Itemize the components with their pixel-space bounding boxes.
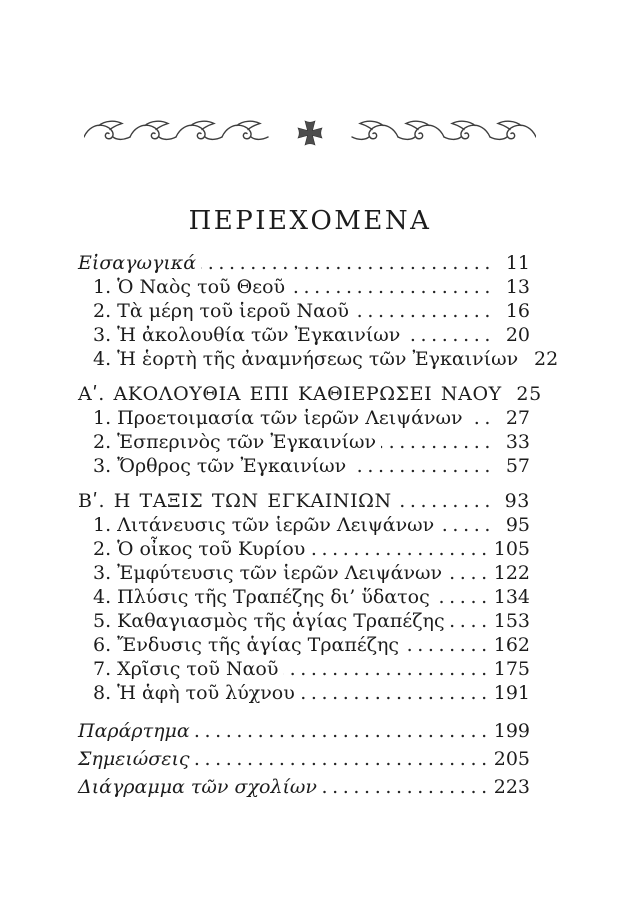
toc-entry-label: 5. Καθαγιασμὸς τῆς ἁγίας Τραπέζης [93,610,445,632]
dot-leader [201,251,495,275]
right-scroll-band [352,121,536,139]
toc-entry-label: 1. Προετοιμασία τῶν ἱερῶν Λειψάνων [93,407,463,429]
toc-entry-page-number: 25 [516,383,542,405]
left-scroll-band [84,121,268,139]
dot-leader [310,537,491,561]
toc-entry-page-number: 122 [493,562,530,584]
dot-leader [354,299,495,323]
toc-entry-page-number: 95 [505,514,530,536]
toc-entry [78,251,530,275]
toc-entry-page-number: 20 [505,324,530,346]
toc-entry-label: 3. Ἡ ἀκολουθία τῶν Ἐγκαινίων [93,324,401,346]
dot-leader [405,323,495,347]
toc-entry-label: 6. Ἔνδυσις τῆς ἁγίας Τραπέζης [93,634,400,656]
toc-entry [93,561,530,585]
cross-pattee-icon [298,121,322,145]
toc-entry-page-number: 191 [493,682,530,704]
toc-entry-page-number: 162 [493,634,530,656]
toc-entry-page-number: 105 [493,538,530,560]
dot-leader [468,406,495,430]
dot-leader [300,681,492,705]
scrollwork-cross-ornament-icon [84,118,536,148]
toc-entry [93,585,530,609]
toc-entry-label: 3. Ὄρθρος τῶν Ἐγκαινίων [93,455,347,477]
toc-entry-page-number: 199 [493,720,530,742]
dot-leader [283,657,491,681]
toc-entry-label: 8. Ἡ ἁφὴ τοῦ λύχνου [93,682,295,704]
toc-entry [93,299,530,323]
dot-leader [397,489,495,513]
toc-entry-page-number: 16 [505,300,530,322]
toc-entry-page-number: 13 [505,276,530,298]
dot-leader [439,513,495,537]
toc-entry-label: Διάγραμμα τῶν σχολίων [78,776,317,798]
page-header [0,0,620,238]
toc-entry-label: 4. Πλύσις τῆς Τραπέζης δι’ ὕδατος [93,586,430,608]
toc-entry-label: Αʹ. ΑΚΟΛΟΥΘΙΑ ΕΠΙ ΚΑΘΙΕΡΩΣΕΙ ΝΑΟΥ [78,383,502,405]
toc-entry-label: 7. Χρῖσις τοῦ Ναοῦ [93,658,279,680]
toc-entry [78,775,530,799]
toc-entry [93,347,559,371]
toc-entry-label: Εἰσαγωγικά [78,252,197,274]
toc-entry-label: 3. Ἐμφύτευσις τῶν ἱερῶν Λειψάνων [93,562,443,584]
toc-entry [93,633,530,657]
toc-entry [78,382,542,406]
dot-leader [195,719,492,743]
toc-entry-label: 2. Ὁ οἶκος τοῦ Κυρίου [93,538,306,560]
toc-entry-page-number: 22 [534,348,559,370]
toc-entry-label: 1. Ὁ Ναὸς τοῦ Θεοῦ [93,276,286,298]
toc-entry-label: 2. Τὰ μέρη τοῦ ἱεροῦ Ναοῦ [93,300,349,322]
toc-entry-page-number: 153 [493,610,530,632]
toc-entry [93,406,530,430]
toc-entry [93,537,530,561]
toc-entry [93,323,530,347]
toc-entry-page-number: 205 [493,748,530,770]
page-title: ΠΕΡΙΕΧΟΜΕΝΑ [188,206,432,236]
dot-leader [447,561,492,585]
toc-entry [93,609,530,633]
toc-entry-page-number: 33 [505,431,530,453]
dot-leader [435,585,492,609]
toc-entry [93,657,530,681]
toc-entry-label: Παράρτημα [78,720,190,742]
toc-entry [93,430,530,454]
toc-entry [93,454,530,478]
toc-entry [93,681,530,705]
toc-entry [78,719,530,743]
dot-leader [381,430,495,454]
toc-entry-page-number: 93 [504,490,530,512]
toc-entry-label: 2. Ἑσπερινὸς τῶν Ἐγκαινίων [93,431,377,453]
dot-leader [404,633,492,657]
dot-leader [195,747,492,771]
toc-entry-page-number: 134 [493,586,530,608]
dot-leader [322,775,492,799]
dot-leader [290,275,495,299]
toc-entry [78,747,530,771]
toc-entry-label: 1. Λιτάνευσις τῶν ἱερῶν Λειψάνων [93,514,435,536]
toc-entry-label: Σημειώσεις [78,748,190,770]
toc-entry-label: Βʹ. Η ΤΑΞΙΣ ΤΩΝ ΕΓΚΑΙΝΙΩΝ [78,490,392,512]
dot-leader [351,454,495,478]
toc-entry-page-number: 27 [505,407,530,429]
dot-leader [450,609,492,633]
toc-entry-page-number: 57 [505,455,530,477]
toc-entry-page-number: 11 [505,252,530,274]
toc-entry [93,275,530,299]
toc-list [78,251,559,799]
toc-entry [93,513,530,537]
toc-entry [78,489,530,513]
toc-entry-label: 4. Ἡ ἑορτὴ τῆς ἀναμνήσεως τῶν Ἐγκαινίων [93,348,519,370]
toc-entry-page-number: 175 [493,658,530,680]
toc-entry-page-number: 223 [493,776,530,798]
